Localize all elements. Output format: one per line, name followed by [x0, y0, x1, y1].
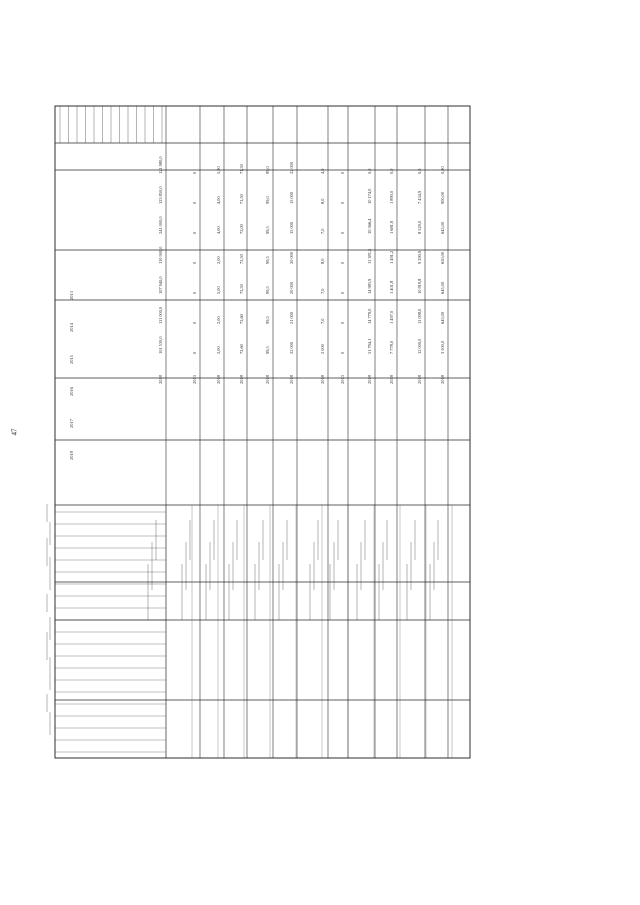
table-cell: 2018: [158, 375, 163, 384]
table-cell: 2013: [192, 375, 197, 384]
table-cell: 11 098,0: [417, 308, 422, 324]
table-cell: 0: [192, 351, 197, 354]
table-border: [55, 106, 470, 758]
table-cell: 7,0: [320, 318, 325, 324]
table-cell: 0: [192, 291, 197, 294]
table-cell: 2018: [265, 375, 270, 384]
table-cell: 123 850,0: [158, 186, 163, 204]
table-cell: 0: [340, 261, 345, 264]
table-cell: 15 000: [289, 191, 294, 204]
table-cell: 21 000: [289, 311, 294, 324]
table-cell: 14 779,0: [367, 308, 372, 324]
table-cell: 0: [340, 351, 345, 354]
table-cell: 0: [192, 261, 197, 264]
table-cell: 4,00: [216, 226, 221, 234]
table-cell: 10 174,0: [367, 188, 372, 204]
table-cell: 645,00: [440, 311, 445, 324]
table-cell: 0: [340, 291, 345, 294]
table-cell: 71,50: [239, 164, 244, 174]
table-cell: 22 000: [289, 161, 294, 174]
table-cell: 7 778,0: [389, 340, 394, 354]
table-cell: 1 401,8: [389, 280, 394, 294]
table-cell: 99,0: [265, 166, 270, 174]
table-cell: 72,50: [239, 284, 244, 294]
table-cell: 900,00: [440, 191, 445, 204]
table-cell: 20 000: [289, 251, 294, 264]
table-cell: 8,0: [320, 258, 325, 264]
table-cell: 99,5: [265, 346, 270, 354]
table-cell: 99,5: [265, 316, 270, 324]
table-cell: 0: [340, 171, 345, 174]
table-cell: 0: [192, 201, 197, 204]
table-cell: 5,00: [216, 286, 221, 294]
table-cell: 8 529,0: [417, 220, 422, 234]
table-cell: 1 491,2: [389, 250, 394, 264]
table-cell: 1 890,0: [389, 190, 394, 204]
table-cell: 2018: [417, 375, 422, 384]
year-header: 2016: [69, 387, 74, 396]
table-cell: 71,50: [239, 194, 244, 204]
table-cell: 72,00: [239, 224, 244, 234]
table-cell: 111 000,0: [158, 306, 163, 324]
year-header: 2017: [69, 419, 74, 428]
table-cell: 22 000: [289, 341, 294, 354]
table-cell: 10 366,4: [367, 218, 372, 234]
table-cell: 8,0: [320, 198, 325, 204]
table-cell: 99,5: [265, 226, 270, 234]
table-cell: 72,60: [239, 344, 244, 354]
table-cell: 0,0: [417, 168, 422, 174]
table-cell: 4,00: [216, 196, 221, 204]
table-cell: 7 434,9: [417, 190, 422, 204]
table-cell: 12 000,0: [417, 338, 422, 354]
table-cell: 107 940,0: [158, 276, 163, 294]
table-cell: 241 000,0: [158, 216, 163, 234]
table-cell: 650,00: [440, 251, 445, 264]
table-cell: 2,00: [216, 346, 221, 354]
page-number: 47: [10, 428, 19, 436]
table-cell: 2018: [239, 375, 244, 384]
table-cell: 0: [192, 231, 197, 234]
table-cell: 2018: [389, 375, 394, 384]
table-cell: 645,00: [440, 281, 445, 294]
table-cell: 2018: [440, 375, 445, 384]
table-cell: 1 681,9: [389, 220, 394, 234]
table-cell: 101 530,0: [158, 336, 163, 354]
table-cell: 121 980,0: [158, 156, 163, 174]
table-cell: 0: [340, 201, 345, 204]
table-cell: 20 000: [289, 281, 294, 294]
table-cell: 72,60: [239, 314, 244, 324]
year-header: 2015: [69, 355, 74, 364]
year-header: 2014: [69, 323, 74, 332]
table-cell: 4,0: [320, 168, 325, 174]
table-cell: 2013: [340, 375, 345, 384]
table-cell: 99,5: [265, 286, 270, 294]
table-cell: 11 381,5: [367, 248, 372, 264]
table-cell: 7,0: [320, 288, 325, 294]
year-header: 2018: [69, 451, 74, 460]
table-cell: 2018: [216, 375, 221, 384]
table-cell: 0: [192, 321, 197, 324]
table-cell: 3 500,0: [440, 340, 445, 354]
table-cell: 9 290,9: [417, 250, 422, 264]
table-cell: 7,0: [320, 228, 325, 234]
table-cell: 14 981,9: [367, 278, 372, 294]
table-cell: 0: [340, 321, 345, 324]
table-cell: 0: [340, 231, 345, 234]
year-header: 2013: [69, 291, 74, 300]
table-cell: 10 819,8: [417, 278, 422, 294]
table-cell: 0,0: [389, 168, 394, 174]
table-cell: 1 497,0: [389, 310, 394, 324]
table-cell: 2,00: [216, 256, 221, 264]
table-cell: 2018: [320, 375, 325, 384]
table-cell: 2,00: [216, 316, 221, 324]
table-cell: 0,00: [440, 166, 445, 174]
table-cell: 0: [192, 171, 197, 174]
table-cell: 99,5: [265, 256, 270, 264]
table-cell: 110 900,0: [158, 246, 163, 264]
table-cell: 15 000: [289, 221, 294, 234]
table-cell: 2 000: [320, 344, 325, 354]
table-cell: 72,50: [239, 254, 244, 264]
table-cell: 2018: [367, 375, 372, 384]
table-cell: 2018: [289, 375, 294, 384]
table-cell: 51 794,1: [367, 338, 372, 354]
table-cell: 0,0: [367, 168, 372, 174]
table-cell: 5,00: [216, 166, 221, 174]
table-cell: 645,00: [440, 221, 445, 234]
table-cell: 99,0: [265, 196, 270, 204]
